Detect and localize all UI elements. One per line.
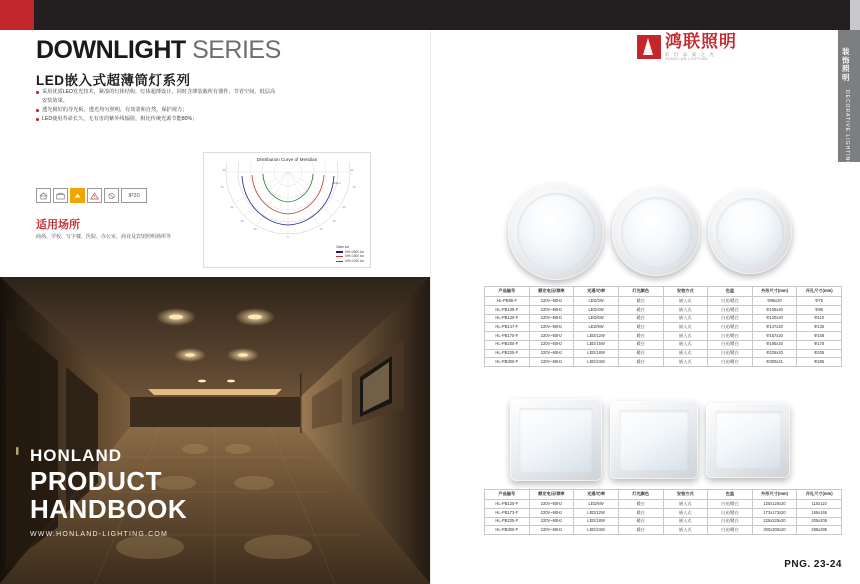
table-cell: 暖白 <box>618 500 663 509</box>
round-spec-table-body <box>485 297 842 367</box>
section-tab-subtitle: DECORATIVE LIGHTING <box>844 90 850 167</box>
lamp-icon <box>70 188 85 203</box>
logo-english-name: HONGLIAN LIGHTING <box>665 56 709 61</box>
col-mounting: 安装方式 <box>663 490 708 500</box>
title-subtitle: LED嵌入式超薄筒灯系列 <box>36 73 191 88</box>
table-cell: 220V~50Hz <box>529 323 574 332</box>
table-cell: 白光/暖白 <box>708 332 753 341</box>
table-cell: 285x285 <box>797 526 842 535</box>
table-row <box>485 314 842 323</box>
list-item: LED使用寿命长久，无有害的紫外线辐射，相比传统光源节能80%； <box>36 115 276 124</box>
photometric-chart-card <box>203 152 371 268</box>
table-row <box>485 349 842 358</box>
table-cell: 暖白 <box>618 509 663 518</box>
title-main-bold: DOWNLIGHT <box>36 36 186 64</box>
svg-text:0: 0 <box>287 236 289 239</box>
table-cell: HL-PB200-F <box>485 340 530 349</box>
table-cell: HL-PB85-F <box>485 297 530 306</box>
svg-text:90: 90 <box>222 169 226 172</box>
square-product-row <box>470 395 830 485</box>
table-cell: LED/6W <box>574 314 619 323</box>
right-header-gray-bar <box>850 0 860 30</box>
table-row <box>485 526 842 535</box>
square-downlight-medium <box>610 401 698 479</box>
list-item: 采用优质LED发光技术，紧凑的灯体结构，灯体超薄设计，同时含薄装载所有器件，节省空间，低层高安装效果。 <box>36 88 276 106</box>
svg-text:45: 45 <box>332 220 336 223</box>
table-cell: 白光/暖白 <box>708 358 753 367</box>
table-cell: LED/12W <box>574 509 619 518</box>
warehouse-icon <box>53 188 68 203</box>
legend-title: Glare cut <box>336 244 350 249</box>
feature-bullet-list <box>36 88 276 124</box>
red-accent-bar <box>0 0 34 30</box>
right-header-dark-bar <box>430 0 850 30</box>
svg-text:30: 30 <box>253 228 257 231</box>
table-cell: 220V~50Hz <box>529 509 574 518</box>
table-cell: 暖白 <box>618 314 663 323</box>
table-cell: HL-PB147-F <box>485 323 530 332</box>
table-cell: HL-PB120-F <box>485 500 530 509</box>
table-cell: Φ300x21 <box>752 358 797 367</box>
table-cell: 173x173x20 <box>752 509 797 518</box>
table-cell: Φ285 <box>797 358 842 367</box>
table-cell: Φ178 <box>797 340 842 349</box>
handbook-line1: PRODUCT <box>30 466 163 497</box>
page-number: PNG. 23-24 <box>784 559 842 570</box>
table-cell: 220V~50Hz <box>529 517 574 526</box>
col-cutout: 开孔尺寸(mm) <box>797 490 842 500</box>
table-cell: 205x205 <box>797 517 842 526</box>
chart-title: Distribution Curve of Meridian <box>256 157 318 162</box>
legend-label: MH=1000 lux <box>345 259 364 264</box>
logo-slogan: 好 灯 品 质 之 光 <box>665 52 716 57</box>
section-tab <box>838 30 860 167</box>
col-dimensions: 外形尺寸(mm) <box>752 287 797 297</box>
table-cell: 白光/暖白 <box>708 323 753 332</box>
table-cell: LED/6W <box>574 500 619 509</box>
svg-text:90: 90 <box>350 169 354 172</box>
round-downlight-small <box>708 190 792 274</box>
legend-label: MH=2500 lux <box>345 249 364 254</box>
table-cell: 嵌入式 <box>663 323 708 332</box>
title-main-light: SERIES <box>185 36 281 64</box>
table-header-row <box>485 490 842 500</box>
table-cell: 220V~50Hz <box>529 358 574 367</box>
square-downlight-small <box>706 403 790 478</box>
col-light-color: 灯光颜色 <box>618 287 663 297</box>
table-row <box>485 500 842 509</box>
round-downlight-medium <box>612 188 700 276</box>
table-row <box>485 517 842 526</box>
scene-section-title: 适用场所 <box>36 219 80 231</box>
table-cell: 220V~50Hz <box>529 349 574 358</box>
section-tab-title: 装饰照明 <box>842 47 850 82</box>
table-cell: HL-PB120-F <box>485 314 530 323</box>
table-cell: 220V~50Hz <box>529 306 574 315</box>
table-cell: 220V~50Hz <box>529 340 574 349</box>
table-cell: 嵌入式 <box>663 358 708 367</box>
col-voltage: 额定电压/频率 <box>529 490 574 500</box>
table-cell: Φ85x20 <box>752 297 797 306</box>
table-row <box>485 297 842 306</box>
table-cell: LED/4W <box>574 306 619 315</box>
svg-text:60: 60 <box>230 206 234 209</box>
table-cell: 嵌入式 <box>663 349 708 358</box>
table-cell: 白光/暖白 <box>708 340 753 349</box>
col-dimensions: 外形尺寸(mm) <box>752 490 797 500</box>
table-cell: Φ105x20 <box>752 306 797 315</box>
table-cell: 嵌入式 <box>663 517 708 526</box>
col-light-color: 灯光颜色 <box>618 490 663 500</box>
header-dark-bar <box>34 0 430 30</box>
table-cell: 白光/暖白 <box>708 517 753 526</box>
table-cell: 暖白 <box>618 340 663 349</box>
table-cell: Φ167x20 <box>752 332 797 341</box>
table-cell: 220V~50Hz <box>529 314 574 323</box>
warning-triangle-icon <box>87 188 102 203</box>
polar-diagram <box>204 162 370 248</box>
table-row <box>485 358 842 367</box>
table-cell: Φ205 <box>797 349 842 358</box>
table-cell: LED/3W <box>574 297 619 306</box>
certification-icon-strip <box>36 188 149 203</box>
col-power: 光通/功率 <box>574 490 619 500</box>
crossed-circle-icon <box>104 188 119 203</box>
table-cell: 白光/暖白 <box>708 297 753 306</box>
page-title <box>36 36 281 89</box>
square-downlight-large <box>510 399 602 481</box>
table-cell: 220V~50Hz <box>529 297 574 306</box>
company-logo <box>637 33 737 61</box>
table-cell: LED/15W <box>574 340 619 349</box>
table-cell: 暖白 <box>618 349 663 358</box>
table-cell: 白光/暖白 <box>708 314 753 323</box>
table-cell: Φ110 <box>797 314 842 323</box>
table-row <box>485 332 842 341</box>
table-header-row <box>485 287 842 297</box>
table-cell: 220V~50Hz <box>529 332 574 341</box>
table-cell: HL-PB173-F <box>485 509 530 518</box>
svg-text:cd/klm: cd/klm <box>332 181 341 185</box>
table-cell: LED/24W <box>574 526 619 535</box>
table-cell: 白光/暖白 <box>708 526 753 535</box>
table-cell: 暖白 <box>618 358 663 367</box>
handbook-line2: HANDBOOK <box>30 493 188 524</box>
table-cell: HL-PB300-F <box>485 526 530 535</box>
table-row <box>485 323 842 332</box>
table-cell: 暖白 <box>618 323 663 332</box>
table-cell: HL-PB105-F <box>485 306 530 315</box>
square-spec-table <box>484 489 842 535</box>
col-cct: 色温 <box>708 490 753 500</box>
table-cell: LED/18W <box>574 349 619 358</box>
col-cutout: 开孔尺寸(mm) <box>797 287 842 297</box>
table-cell: 嵌入式 <box>663 297 708 306</box>
table-cell: Φ95 <box>797 306 842 315</box>
table-cell: 220V~50Hz <box>529 500 574 509</box>
table-cell: 嵌入式 <box>663 509 708 518</box>
col-voltage: 额定电压/频率 <box>529 287 574 297</box>
table-cell: LED/12W <box>574 332 619 341</box>
table-cell: Φ147x20 <box>752 323 797 332</box>
photo-caption <box>30 446 187 538</box>
ip20-badge: IP20 <box>121 188 147 203</box>
col-product-code: 产品编号 <box>485 287 530 297</box>
table-cell: HL-PB225-F <box>485 349 530 358</box>
table-cell: LED/24W <box>574 358 619 367</box>
table-cell: 白光/暖白 <box>708 306 753 315</box>
scene-section-text: 商场、学校、写字楼、医院、办公室、商业及宾馆照明场所等 <box>36 234 172 240</box>
website-url[interactable]: WWW.HONLAND-LIGHTING.COM <box>30 531 169 538</box>
table-cell: 225x225x20 <box>752 517 797 526</box>
svg-text:75: 75 <box>352 186 356 189</box>
table-cell: 嵌入式 <box>663 314 708 323</box>
table-cell: LED/9W <box>574 323 619 332</box>
table-cell: HL-PB300-F <box>485 358 530 367</box>
col-cct: 色温 <box>708 287 753 297</box>
chart-legend <box>336 245 364 264</box>
table-cell: Φ195x20 <box>752 340 797 349</box>
table-cell: 嵌入式 <box>663 526 708 535</box>
svg-text:30: 30 <box>319 228 323 231</box>
table-cell: 110x110 <box>797 500 842 509</box>
table-row <box>485 509 842 518</box>
brand-name: HONLAND <box>30 446 122 466</box>
col-power: 光通/功率 <box>574 287 619 297</box>
svg-text:75: 75 <box>220 186 224 189</box>
round-downlight-large <box>508 184 604 280</box>
table-cell: 220V~50Hz <box>529 526 574 535</box>
table-cell: 嵌入式 <box>663 340 708 349</box>
table-cell: Φ135 <box>797 323 842 332</box>
table-cell: LED/18W <box>574 517 619 526</box>
svg-text:45: 45 <box>240 220 244 223</box>
table-cell: 300x300x20 <box>752 526 797 535</box>
table-cell: 暖白 <box>618 517 663 526</box>
logo-mark-icon <box>637 35 661 59</box>
table-cell: 嵌入式 <box>663 332 708 341</box>
table-row <box>485 340 842 349</box>
round-product-row <box>470 183 830 281</box>
corridor-photo <box>0 277 430 584</box>
square-spec-table-body <box>485 500 842 535</box>
col-mounting: 安装方式 <box>663 287 708 297</box>
list-item: 透光极好的导光板，透光均匀照明，有效柔和自然，保护视力； <box>36 106 276 115</box>
table-cell: HL-PB225-F <box>485 517 530 526</box>
logo-chinese-name: 鸿联照明 <box>665 32 737 51</box>
table-cell: 嵌入式 <box>663 500 708 509</box>
table-cell: 暖白 <box>618 306 663 315</box>
table-cell: Φ225x20 <box>752 349 797 358</box>
legend-entry <box>336 259 364 264</box>
table-cell: 白光/暖白 <box>708 509 753 518</box>
table-cell: Φ75 <box>797 297 842 306</box>
table-cell: 暖白 <box>618 297 663 306</box>
table-cell: 165x165 <box>797 509 842 518</box>
table-cell: Φ120x20 <box>752 314 797 323</box>
table-cell: 嵌入式 <box>663 306 708 315</box>
table-cell: 白光/暖白 <box>708 349 753 358</box>
table-cell: 暖白 <box>618 332 663 341</box>
table-row <box>485 306 842 315</box>
round-spec-table <box>484 286 842 367</box>
table-cell: 暖白 <box>618 526 663 535</box>
legend-label: MH=1500 lux <box>345 254 364 259</box>
page-seam <box>430 0 431 584</box>
table-cell: HL-PB170-F <box>485 332 530 341</box>
house-icon <box>36 188 51 203</box>
col-product-code: 产品编号 <box>485 490 530 500</box>
table-cell: 白光/暖白 <box>708 500 753 509</box>
table-cell: 120x120x20 <box>752 500 797 509</box>
svg-text:60: 60 <box>342 206 346 209</box>
table-cell: Φ158 <box>797 332 842 341</box>
